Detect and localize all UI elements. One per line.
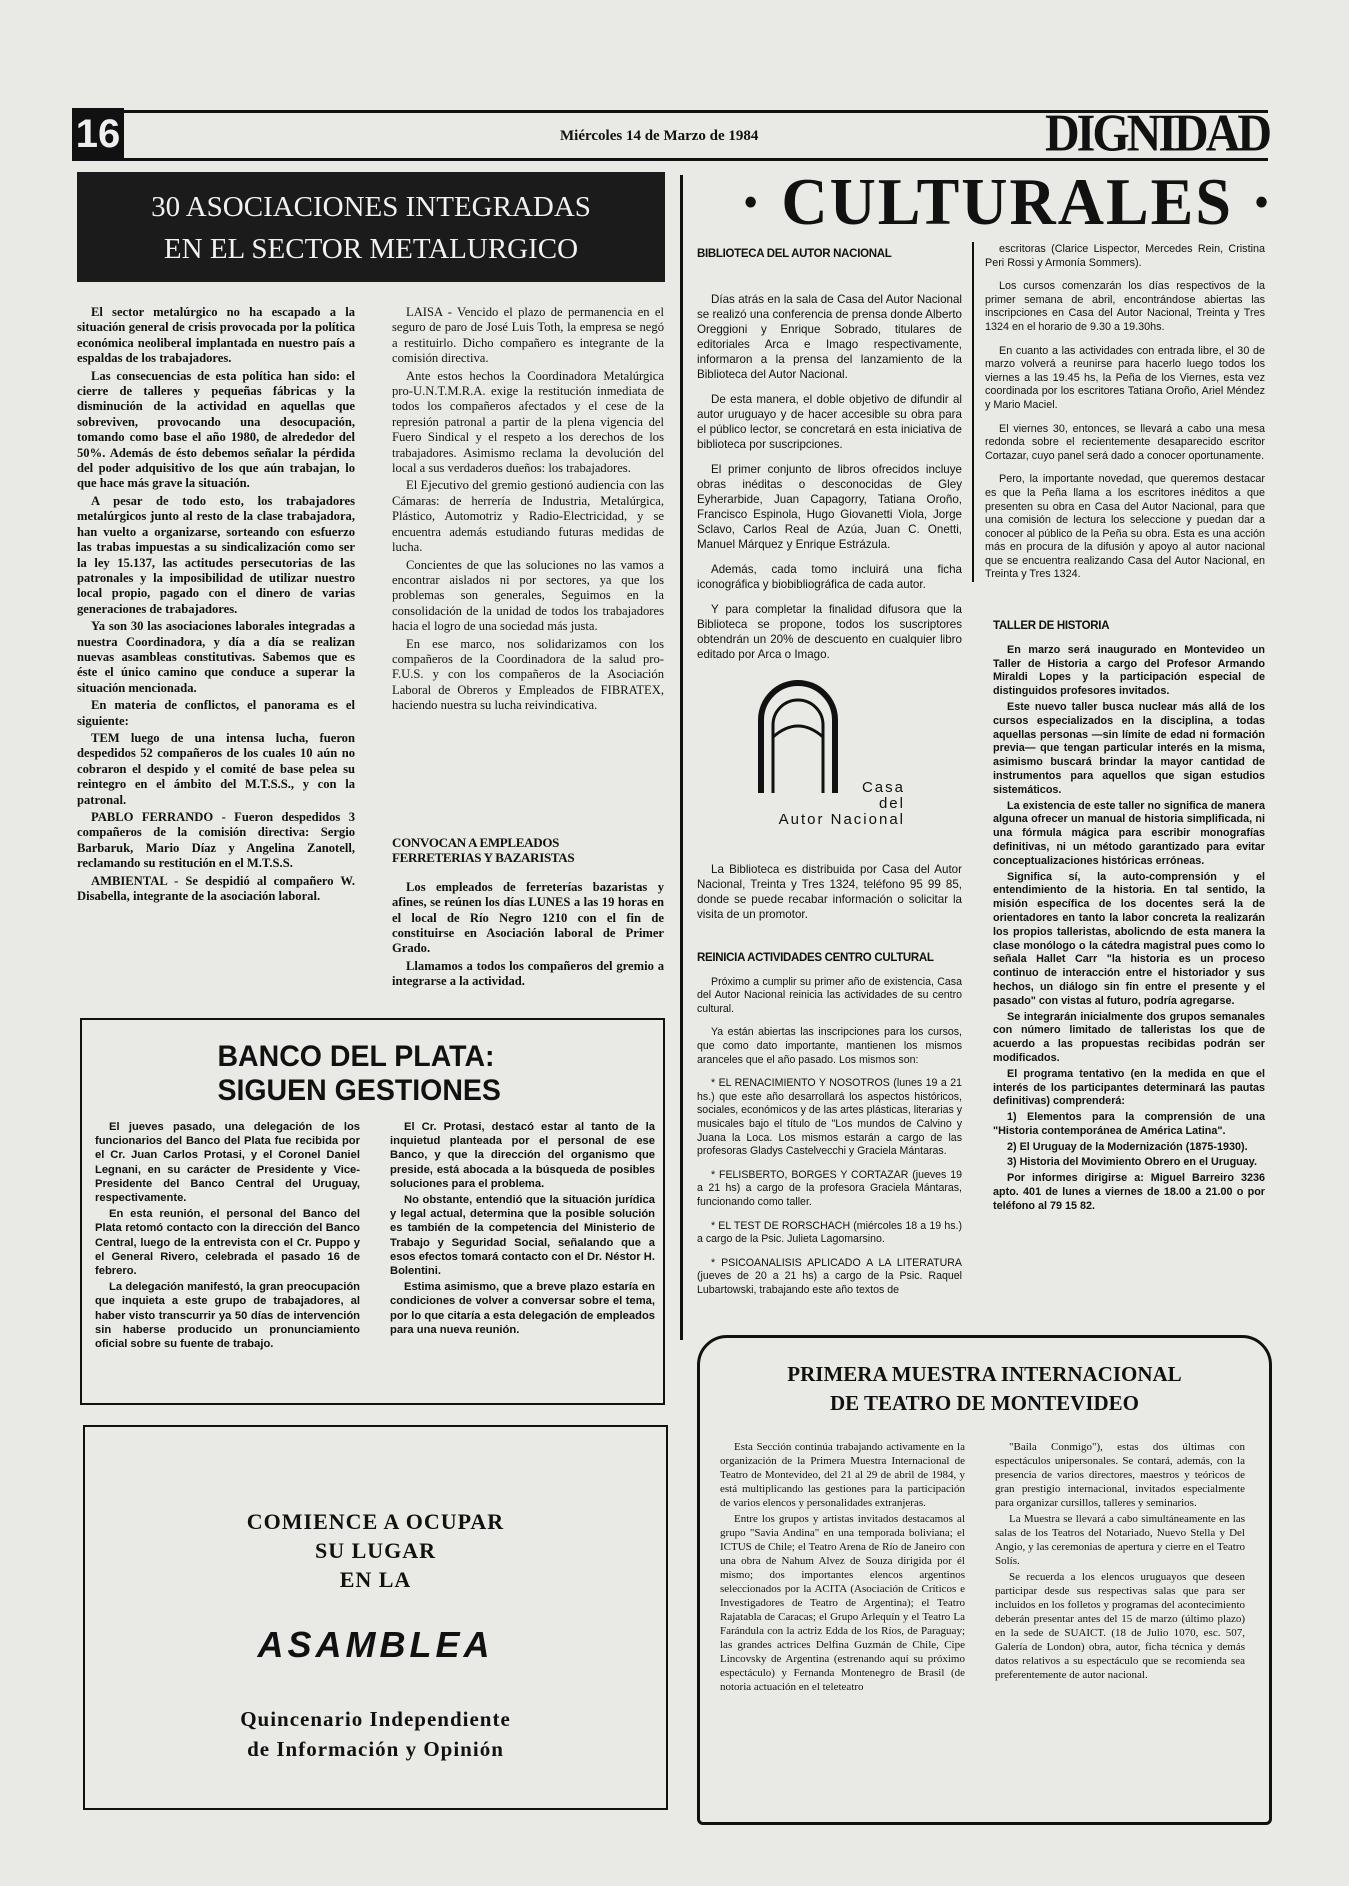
- paragraph: El jueves pasado, una delegación de los funcionarios del Banco del Plata fue recibida por el Cr. Juan Carlos Protasi, y el Coronel Daniel Legnani, en su carácter de Presidente y Vice-Presidente del Banco Central del Uruguay, respectivamente.: [95, 1121, 360, 1205]
- paragraph: El viernes 30, entonces, se llevará a cabo una mesa redonda sobre el recientemente desaparecido escritor Cortazar, cuyo panel será dado a conocer oportunamente.: [985, 422, 1265, 462]
- ad-line3: EN LA: [339, 1567, 412, 1592]
- paragraph: 3) Historia del Movimiento Obrero en el Uruguay.: [1007, 1156, 1257, 1169]
- ferreterias-title2: FERRETERIAS Y BAZARISTAS: [392, 850, 575, 866]
- ad-line2: SU LUGAR: [314, 1538, 437, 1563]
- paragraph: El primer conjunto de libros ofrecidos incluye obras inéditas o desconocidas de Gley Eyherarbide, Juan Capagorry, Tatiana Oroño, Francisco Espinola, Hugo Giovanetti Viola, Jorge Sclavo, Carlos Real de Azúa, Juan C. Onetti, Manuel Márquez y Enrique Estrázula.: [697, 463, 962, 551]
- paragraph: De esta manera, el doble objetivo de difundir al autor uruguayo y de hacer accesible su obra para el público lector, se concretará en esta iniciativa de biblioteca por suscripciones.: [697, 393, 962, 451]
- logo-autor: Autor Nacional: [778, 811, 905, 828]
- paragraph: En esta reunión, el personal del Banco del Plata retomó contacto con la dirección del Banco Central, luego de la entrevista con el Cr. Puppo y el General Rivero, celebrada el pasado 16 de febrero.: [95, 1208, 360, 1278]
- culturales-title: · CULTURALES ·: [740, 164, 1275, 239]
- ad-tagline2: de Información y Opinión: [247, 1737, 504, 1761]
- paragraph: Y para completar la finalidad difusora que la Biblioteca se propone, todos los suscriptores obtendrán un 20% de descuento en cualquier libro editado por Arca o Imago.: [697, 603, 962, 661]
- paragraph: La existencia de este taller no significa de manera alguna ofrecer un manual de historia simplificada, ni una fórmula mágica para escribir monografías definitivas, ni un método garantizado para evitar conceptualizaciones históricas erróneas.: [993, 799, 1265, 867]
- paragraph: AMBIENTAL - Se despidió al compañero W. Disabella, integrante de la asociación laboral.: [77, 873, 355, 904]
- paragraph: El programa tentativo (en la medida en que el interés de los participantes determinará las pautas definitivas) comprenderá:: [993, 1067, 1265, 1108]
- logo-casa: Casa: [861, 779, 905, 796]
- paragraph: En cuanto a las actividades con entrada libre, el 30 de marzo volverá a reunirse para hacerlo luego todos los viernes a las 19.45 hs, la Peña de los Viernes, esta vez coordinada por los escritores Tatiana Oroño, Ariel Méndez y Mario Maciel.: [985, 344, 1265, 411]
- asamblea-logo: ASAMBLEA: [257, 1624, 494, 1665]
- paragraph: El Cr. Protasi, destacó estar al tanto de la inquietud planteada por el personal de ese Banco, y que la dirección del organismo que preside, está abocada a la búsqueda de posibles soluciones para el problema.: [390, 1121, 655, 1190]
- banco-col2: [390, 1120, 655, 1339]
- metal-col1: [77, 305, 355, 906]
- paragraph: La Muestra se llevará a cabo simultáneamente en las salas de los Teatros del Notariado, Nuevo Stella y Del Angio, y las ceremonias de apertura y cierre en el Teatro Solís.: [995, 1513, 1245, 1567]
- paragraph: * FELISBERTO, BORGES Y CORTAZAR (jueves 19 a 21 hs) a cargo de la profesora Graciela Mántaras, funcionando como taller.: [697, 1168, 962, 1208]
- paragraph: Se recuerda a los elencos uruguayos que deseen participar desde sus respectivas salas que para ser incluidos en los folletos y programas del acontecimiento deberán presentar antes del 15 de marzo (último plazo) en la sede de SUAICT. (18 de Julio 1070, esc. 507, Galería de London) obra, autor, ficha técnica y demás datos relativos a su espectáculo que se recomienda sea preferentemente de autor nacional.: [995, 1571, 1245, 1681]
- ad-line1: COMIENCE A OCUPAR: [246, 1509, 505, 1534]
- centro-cultural-cont: [985, 243, 1265, 592]
- banco-title: [217, 1040, 500, 1108]
- culturales-title-text: CULTURALES: [781, 164, 1233, 239]
- column-divider: [680, 175, 683, 1340]
- paragraph: A pesar de todo esto, los trabajadores metalúrgicos junto al resto de la clase trabajadora, han vuelto a organizarse, sorteando con esfuerzo las trabas impuestas a su sindicalización como ser la ley 15.137, las actitudes persecutorias de las patronales y la imposibilidad de utilizar nuestro local propio, pagado con el dinero de varias generaciones de trabajadores.: [77, 493, 355, 616]
- teatro-col1: [720, 1440, 965, 1696]
- metal-col2: [392, 305, 664, 716]
- teatro-title-line2: DE TEATRO DE MONTEVIDEO: [829, 1391, 1140, 1415]
- paragraph: Se integrarán inicialmente dos grupos semanales con número limitado de talleristas los que de acuerdo a las propuestas recibidas podrán ser modificados.: [993, 1010, 1265, 1064]
- paragraph: Estima asimismo, que a breve plazo estaría en condiciones de volver a conversar sobre el tema, por lo que citaría a esta delegación de empleados para una nueva reunión.: [390, 1281, 655, 1336]
- taller-article: [993, 620, 1265, 1216]
- paragraph: * EL TEST DE RORSCHACH (miércoles 18 a 19 hs.) a cargo de la Psic. Julieta Lagomarsino.: [697, 1219, 962, 1246]
- ad-tagline1: Quincenario Independiente: [240, 1707, 511, 1731]
- paragraph: Días atrás en la sala de Casa del Autor Nacional se realizó una conferencia de prensa donde Alberto Oreggioni y Enrique Sobrado, titulares de editoriales Arca e Imago respectivamente, informaron a la prensa del lanzamiento de la Biblioteca del Autor Nacional.: [697, 293, 962, 381]
- paragraph: Ya están abiertas las inscripciones para los cursos, que como dato importante, mantienen los mismos aranceles que el año pasado. Los mismos son:: [697, 1026, 962, 1066]
- paragraph: LAISA - Vencido el plazo de permanencia en el seguro de paro de José Luis Toth, la empresa se negó a restituirlo. Dicho compañero es integrante de la comisión directiva.: [392, 305, 664, 366]
- metal-title-line2: EN EL SECTOR METALURGICO: [163, 233, 579, 265]
- arch-window-icon: [753, 675, 843, 795]
- paragraph: La Biblioteca es distribuida por Casa del Autor Nacional, Treinta y Tres 1324, teléfono 95 99 85, donde se puede recabar información o solicitar la visita de un promotor.: [697, 863, 962, 921]
- asamblea-ad: [83, 1425, 668, 1810]
- paragraph: Próximo a cumplir su primer año de existencia, Casa del Autor Nacional reinicia las actividades de su centro cultural.: [697, 975, 962, 1015]
- teatro-title: [697, 1360, 1272, 1418]
- biblioteca-article: [697, 247, 962, 672]
- paragraph: * EL RENACIMIENTO Y NOSOTROS (lunes 19 a 21 hs.) que este año desarrollará los aspectos históricos, sociales, económicos y de las artes plásticas, literarias y musicales bajo el título de "Los mundos de Calvino y Juana la Loca. Los mismos estarán a cargo de las profesoras Gladys Castelvecchi y Graciela Mántaras.: [697, 1077, 962, 1158]
- paragraph: "Baila Conmigo"), estas dos últimas con espectáculos unipersonales. Se contará, además, con la presencia de varios directores, maestros y teóricos de gran prestigio internacional, invitados especialmente para organizar cursillos, talleres y seminarios.: [995, 1441, 1245, 1509]
- paragraph: Pero, la importante novedad, que queremos destacar es que la Peña llama a los escritores inéditos a que presenten su obra en Casa del Autor Nacional, para que una comisión de lectura los seleccione y puedan dar a conocer al público de la Peña su obra. Esta es una acción más en procura de la difusión y apoyo al autor nacional que se encuentra realizando Casa del Autor Nacional, en Treinta y Tres 1324.: [985, 473, 1265, 581]
- banco-title-line2: SIGUEN GESTIONES: [217, 1074, 501, 1107]
- paragraph: El Ejecutivo del gremio gestionó audiencia con las Cámaras: de herrería de Industria, Metalúrgica, Plástico, Automotriz y Radio-Electricidad, y se encuentra además estudiando futuras medidas de lucha.: [392, 478, 664, 555]
- paragraph: En marzo será inaugurado en Montevideo un Taller de Historia a cargo del Profesor Armando Miraldi Lopes y la participación especial de distinguidos profesores invitados.: [993, 643, 1265, 698]
- taller-heading: TALLER DE HISTORIA: [993, 620, 1110, 632]
- paragraph: Además, cada tomo incluirá una ficha iconográfica y biobibliográfica de cada autor.: [697, 563, 962, 591]
- culturales-divider: [972, 242, 974, 582]
- teatro-col2: [995, 1440, 1245, 1684]
- logo-del: del: [878, 795, 905, 812]
- paragraph: Esta Sección continúa trabajando activamente en la organización de la Primera Muestra Internacional de Teatro de Montevideo, del 21 al 29 de abril de 1984, y está multiplicando las gestiones para la participación de varios elencos y personalidades extranjeras.: [720, 1441, 965, 1509]
- paragraph: Ante estos hechos la Coordinadora Metalúrgica pro-U.N.T.M.R.A. exige la restitución inmediata de todos los compañeros afectados y el cese de la represión patronal a partir de la plena vigencia del Fuero Sindical y el respeto a los derechos de los trabajadores. Asimismo reclama la devolución del local a sus verdaderos dueños: los trabajadores.: [392, 368, 664, 476]
- paragraph: Los cursos comenzarán los días respectivos de la primer semana de abril, encontrándose abiertas las inscripciones en Casa del Autor Nacional, Treinta y Tres 1324 en el horario de 9.30 a 19.30hs.: [985, 280, 1265, 333]
- paragraph: Este nuevo taller busca nuclear más allá de los cursos especializados en la disciplina, a todas aquellas personas —sin límite de edad ni formación previa— que tengan particular interés en la misma, asimismo buscará brindar la mayor cantidad de instrumentos para aquellos que sigan estudios sistemáticos.: [993, 700, 1265, 796]
- biblioteca-distribution: [697, 862, 962, 932]
- paragraph: En materia de conflictos, el panorama es el siguiente:: [77, 698, 355, 728]
- paragraph: escritoras (Clarice Lispector, Mercedes Rein, Cristina Peri Rossi y Armonía Sommers).: [985, 243, 1265, 269]
- biblioteca-heading: BIBLIOTECA DEL AUTOR NACIONAL: [697, 248, 892, 260]
- paragraph: 2) El Uruguay de la Modernización (1875-1930).: [1007, 1140, 1248, 1153]
- page-number: 16: [72, 108, 124, 160]
- paragraph: El sector metalúrgico no ha escapado a la situación general de crisis provocada por la política económica neoliberal implantada en nuestro país a espaldas de los trabajadores.: [77, 305, 355, 366]
- masthead: DIGNIDAD: [1045, 104, 1270, 163]
- paragraph: PABLO FERRANDO - Fueron despedidos 3 compañeros de la comisión directiva: Sergio Barbaruk, Mario Díaz y Angelina Zanotell, reclamando su restitución en el M.T.S.S.: [77, 810, 355, 871]
- metal-title-line1: 30 ASOCIACIONES INTEGRADAS: [151, 191, 591, 223]
- paragraph: En ese marco, nos solidarizamos con los compañeros de la Coordinadora de la salud pro-F.U.S. y con los compañeros de la Asociación Laboral de Obreros y Empleados de FIBRATEX, haciendo nuestra su lucha reivindicativa.: [392, 636, 664, 713]
- paragraph: Entre los grupos y artistas invitados destacamos al grupo "Savia Andina" en una temporada boliviana; el ICTUS de Chile; el Teatro Arena de Río de Janeiro con una obra de Nahum Alvez de Souza dirigida por él mismo; dos importantes elencos argentinos seleccionados por la ACITA (Asociación de Críticos e Investigadores de Teatro de Argentina); el Teatro Rajatabla de Caracas; el Grupo Arlequín y el Teatro La Farándula con la actriz Edda de los Ríos, de Paraguay; las grandes actrices Delfina Guzmán de Chile, Cipe Lincovsky de Argentina (estrenando aquí su próximo espectáculo) y Fernanda Montenegro de Brasil (de notoria actuación en el teleteatro: [720, 1513, 965, 1693]
- ferreterias-title1: CONVOCAN A EMPLEADOS: [392, 835, 560, 850]
- paragraph: Concientes de que las soluciones no las vamos a encontrar aislados ni por sectores, ya que los problemas son generales, Seguimos en la consolidación de la unidad de todos los trabajadores hacia el logro de una sociedad más justa.: [392, 557, 664, 634]
- issue-date: Miércoles 14 de Marzo de 1984: [560, 128, 759, 144]
- paragraph: No obstante, entendió que la situación jurídica y legal actual, determina que la posible solución es también de la competencia del Ministerio de Trabajo y Seguridad Social, señalando que a esos efectos tomará contacto con el Dr. Néstor H. Bolentini.: [390, 1194, 655, 1278]
- paragraph: Llamamos a todos los compañeros del gremio a integrarse a la actividad.: [392, 958, 664, 989]
- paragraph: * PSICOANALISIS APLICADO A LA LITERATURA (jueves de 20 a 21 hs) a cargo de la Psic. Raquel Lubartowski, trabajando este año textos de: [697, 1256, 962, 1296]
- paragraph: Ya son 30 las asociaciones laborales integradas a nuestra Coordinadora, y día a día se realizan nuevas asambleas constitutivas. Sabemos que es éste el único camino que conduce a superar la situación mencionada.: [77, 619, 355, 695]
- paragraph: Las consecuencias de esta política han sido: el cierre de talleres y pequeñas fábricas y la disminución de la actividad en aquellas que sobreviven, provocando una desocupación, tomando como base el año 1980, de alrededor del 50%. Además de ésto debemos señalar la pérdida del poder adquisitivo de los que aún trabajan, lo que hace más grave la situación.: [77, 368, 355, 491]
- metal-title-box: [77, 172, 665, 282]
- paragraph: 1) Elementos para la comprensión de una "Historia contemporánea de América Latina".: [993, 1111, 1265, 1137]
- casa-autor-logo: [745, 675, 915, 840]
- paragraph: TEM luego de una intensa lucha, fueron despedidos 52 compañeros de los cuales 10 aún no cobraron el despido y el comité de base pelea su reintegro en el ámbito del M.T.S.S., y con la patronal.: [77, 730, 355, 807]
- banco-col1: [95, 1120, 360, 1353]
- teatro-title-line1: PRIMERA MUESTRA INTERNACIONAL: [787, 1362, 1182, 1386]
- banco-title-line1: BANCO DEL PLATA:: [217, 1040, 495, 1073]
- paragraph: Por informes dirigirse a: Miguel Barreiro 3236 apto. 401 de lunes a viernes de 18.00 a 21.00 o por teléfono al 79 15 82.: [993, 1172, 1265, 1212]
- paragraph: Significa sí, la auto-comprensión y el entendimiento de la historia. En tal sentido, la misión específica de los docentes será la de orientadores en tanto la labor concreta la realizarán los propios talleristas, abolicndo de esta manera la clase monólogo o la cátedra magistral pues como lo señala Hallet Carr "la historia es un proceso continuo de interacción entre el historiador y sus hechos, un diálogo sin fin entre el presente y el pasado" con vistas al futuro, podría agregarse.: [993, 870, 1265, 1007]
- ferreterias-article: [392, 835, 664, 992]
- paragraph: La delegación manifestó, la gran preocupación que inquieta a este grupo de trabajadores, al haber visto transcurrir ya 50 días de intervención sin haberse producido un pronunciamiento oficial sobre su fuente de trabajo.: [95, 1281, 360, 1351]
- reinicia-article: [697, 952, 962, 1307]
- paragraph: Los empleados de ferreterías bazaristas y afines, se reúnen los días LUNES a las 19 horas en el local de Río Negro 1210 con el fin de constituirse en Asociación laboral de Primer Grado.: [392, 879, 664, 956]
- reinicia-heading: REINICIA ACTIVIDADES CENTRO CULTURAL: [697, 952, 934, 964]
